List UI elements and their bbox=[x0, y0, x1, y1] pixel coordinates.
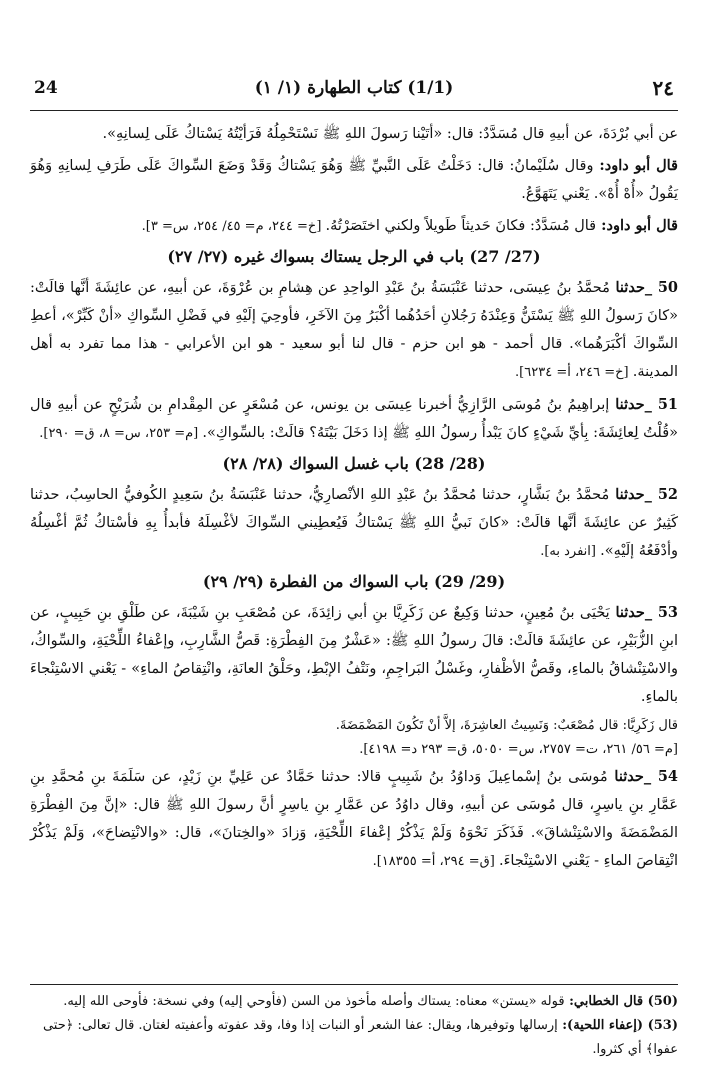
paragraph-label: قال أبو داود: bbox=[593, 157, 678, 174]
hadith-note bbox=[30, 715, 678, 737]
footnotes bbox=[30, 990, 678, 1062]
chapter-heading: (28/ 28) باب غسل السواك (٢٨/ ٢٨) bbox=[222, 454, 486, 473]
hadith-paragraph bbox=[30, 763, 678, 876]
hadith-paragraph bbox=[30, 599, 678, 711]
paragraph-text: وقال سُلَيْمانُ: قال: دَخَلْتُ عَلَى النَّبيِّ ﷺ وَهُوَ يَسْتاكُ وَقَدْ وَضَعَ السِّواكَ عَلَى طَرَفِ لِسانِهِ وَهُوَ يَقُولُ «أُهْ أُهْ». يَعْني يَتَهَوَّعُ. bbox=[30, 158, 678, 202]
paragraph-text: مُوسَى بنُ إسْماعِيلَ وَداوُدُ بنُ شَبِيبٍ قالا: حدثنا حَمَّادٌ عن عَلِيِّ بنِ زَيْدٍ، عن سَلَمَةَ بنِ مُحمَّدِ بنِ عَمَّارِ بنِ ياسِرٍ، قال مُوسَى عن أبيهِ، وقال داوُدُ عن عَمَّارِ بنِ ياسِرٍ أنَّ رسولَ اللهِ ﷺ قال: «إنَّ مِنَ الفِطْرَةِ المَضْمَضَةَ والاسْتِنْشاقَ». فَذَكَرَ نَحْوَهُ وَلَمْ يَذْكُرْ إعْفاءَ اللِّحْيَةِ، وَزادَ «والخِتانَ»، قال: «والانْتِضاحَ»، وَلَمْ يَذْكُرْ انْتِقاصَ الماءِ - يَعْني الاسْتِنْجاءَ. bbox=[30, 769, 678, 869]
page-number-latin: 24 bbox=[34, 78, 58, 98]
chapter-heading: (27/ 27) باب في الرجل يستاك بسواك غيره (٢٧/ ٢٧) bbox=[167, 247, 541, 266]
paragraph-text: يَحْيَى بنُ مُعِينٍ، حدثنا وَكِيعٌ عن زَكَرِيَّا بنِ أبي زائِدَةَ، عن مُصْعَبِ بنِ شَيْبَةَ، عن طَلْقِ بنِ حَبِيبٍ، عن ابنِ الزُّبَيْرِ، عن عائِشَةَ قالَتْ: قالَ رسولُ اللهِ ﷺ: «عَشْرٌ مِنَ الفِطْرَةِ: قَصُّ الشَّارِبِ، وإعْفاءُ اللِّحْيَةِ، والسِّواكُ، والاسْتِنْشاقُ بالماءِ، وقَصُّ الأظْفارِ، وغَسْلُ البَراجِمِ، ونَتْفُ الإبْطِ، وحَلْقُ العانَةِ، وانْتِقاصُ الماءِ» - يَعْني الاسْتِنْجاءَ بالماءِ. bbox=[30, 605, 678, 705]
hadith-paragraph bbox=[30, 152, 678, 208]
footnote-rule bbox=[30, 984, 678, 985]
footnote bbox=[30, 1014, 678, 1062]
paragraph-text: إبراهِيمُ بنُ مُوسَى الرَّازِيُّ أخبرنا عِيسَى بن يونس، عن مُسْعَرٍ عن المِقْدامِ بن شُرَيْحٍ عن أبيهِ قال «قُلْتُ لِعائِشَةَ: بِأيِّ شَيْءٍ كانَ يَبْدأُ رسولُ اللهِ ﷺ إذا دَخَلَ بَيْتَهُ؟ قالَتْ: بالسِّواكِ». bbox=[30, 397, 678, 441]
reference-note: [خ= ٢٤٦، أ= ٦٢٣٤]. bbox=[515, 365, 633, 380]
hadith-paragraph bbox=[30, 120, 678, 148]
hadith-paragraph bbox=[30, 274, 678, 387]
paragraph-label: 52 _حدثنا bbox=[609, 486, 678, 503]
footnote-text: إرسالها وتوفيرها، ويقال: عفا الشعر أو النبات إذا وفا، وقد عفوته وأعفيته لغتان. قال تعالى: ﴿حتى عفوا﴾ أي كثروا. bbox=[42, 1018, 678, 1057]
hadith-paragraph bbox=[30, 481, 678, 566]
paragraph-label: 51 _حدثنا bbox=[609, 396, 679, 413]
footnote bbox=[30, 990, 678, 1014]
hadith-paragraph bbox=[30, 391, 678, 448]
chapter-heading: (29/ 29) باب السواك من الفطرة (٢٩/ ٢٩) bbox=[202, 572, 506, 591]
paragraph-label: 50 _حدثنا bbox=[609, 279, 678, 296]
paragraph-text: قال مُسَدَّدٌ: فكانَ حَديثاً طَويلاً ولكني اختَصَرْتُهُ. bbox=[325, 218, 597, 234]
paragraph-label: 53 _حدثنا bbox=[609, 604, 679, 621]
footnote-label: (50) قال الخطابي: bbox=[564, 994, 678, 1009]
paragraph-label: قال أبو داود: bbox=[596, 217, 678, 234]
page-header bbox=[30, 72, 678, 108]
paragraph-text: قال زَكَرِيَّا: قال مُصْعَبٌ: وَنَسِيتُ العاشِرَةَ، إلاَّ أنْ تَكُونَ المَضْمَضَةَ. bbox=[335, 718, 678, 733]
hadith-paragraph bbox=[30, 212, 678, 241]
reference-note: [م= ٢٥٣، س= ٨، ق= ٢٩٠]. bbox=[39, 426, 203, 441]
footnote-text: قوله «يستن» معناه: يستاك وأصله مأخوذ من السن (فأوحي إليه) وفي نسخة: فأوحى الله إليه. bbox=[63, 994, 565, 1009]
paragraph-text: مُحمَّدُ بنُ عِيسَى، حدثنا عَنْبَسَةُ بنُ عَبْدِ الواحِدِ عن هِشامِ بن عُرْوَةَ، عن أبيهِ، عن عائِشَةَ أنَّها قالَتْ: «كانَ رَسولُ اللهِ ﷺ يَسْتَنُّ وَعِنْدَهُ رَجُلانِ أحَدُهُما أكْبَرُ مِنَ الآخَرِ، فأوحِيَ إلَيْهِ في فَضْلِ السِّواكِ «أنْ كَبِّرْ»، أعطِ السِّواكَ أكْبَرَهُما». قال أحمد - هو ابن حزم - قال لنا أبو سعيد - هو ابن الأعرابي - هذا مما تفرد به أهل المدينة. bbox=[30, 280, 678, 380]
reference-note: [انفرد به]. bbox=[540, 544, 601, 559]
paragraph-text: عن أبي بُرْدَةَ، عن أبيهِ قال مُسَدَّدٌ: قال: «أتَيْنا رَسولَ اللهِ ﷺ نَسْتَحْمِلُهُ فَرَأيْتُهُ يَسْتاكُ عَلَى لِسانِهِ». bbox=[102, 126, 678, 142]
hadith-note bbox=[30, 739, 678, 761]
paragraph-text: مُحمَّدُ بنُ بَشَّارٍ، حدثنا مُحمَّدُ بنُ عَبْدِ اللهِ الأنْصارِيُّ، حدثنا عَنْبَسَةُ بنُ سَعِيدٍ الكُوفيُّ الحاسِبُ، حدثنا كَثِيرٌ عن عائِشَةَ أنَّها قالَتْ: «كانَ نَبيُّ اللهِ ﷺ يَسْتاكُ فَيُعطِيني السِّواكَ لأغْسِلَهُ فأبدأُ بِهِ فأسْتاكُ ثُمَّ أغْسِلُهُ وأدْفَعُهُ إلَيْهِ». bbox=[30, 487, 678, 559]
paragraph-label: 54 _حدثنا bbox=[607, 768, 679, 785]
running-title: (1/1) كتاب الطهارة (١/ ١) bbox=[254, 78, 454, 98]
paragraph-text: [م= ٥٦/ ٢٦١، ت= ٢٧٥٧، س= ٥٠٥٠، ق= ٢٩٣ د= ٤١٩٨]. bbox=[359, 742, 678, 757]
page-number-arabic: ٢٤ bbox=[652, 76, 674, 100]
header-rule bbox=[30, 110, 678, 111]
footnote-label: (53) (إعفاء اللحية): bbox=[557, 1018, 678, 1033]
page-body bbox=[30, 120, 678, 880]
reference-note: [خ= ٢٤٤، م= ٤٥/ ٢٥٤، س= ٣]. bbox=[141, 219, 326, 234]
reference-note: [ق= ٢٩٤، أ= ١٨٣٥٥]. bbox=[372, 854, 499, 869]
